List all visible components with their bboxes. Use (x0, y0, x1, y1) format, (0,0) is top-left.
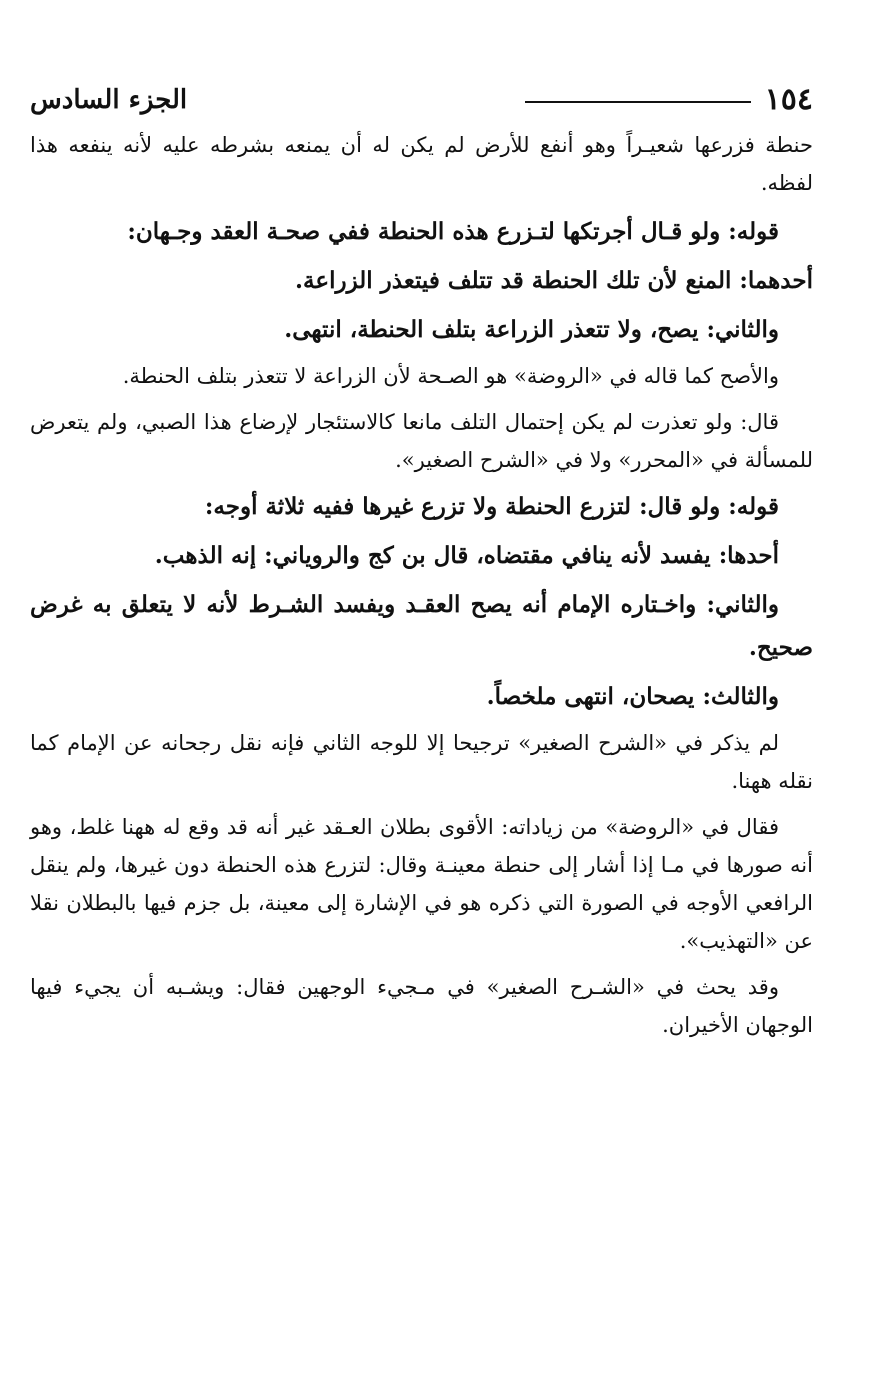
commentary-paragraph: فقال في «الروضة» من زياداته: الأقوى بطلان العـقد غير أنه قد وقع له ههنا غلط، وهو أنه صورها في مـا إذا أشار إلى حنطة معينـة وقال: لتزرع هذه الحنطة دون غيرها، ولم ينقل الرافعي الأوجه في الصورة التي ذكره هو في الإشارة إلى معينة، بل جزم فيها بالبطلان نقلا عن «التهذيب». (30, 815, 813, 953)
quoted-statement: قوله: ولو قـال أجرتكها لتـزرع هذه الحنطة ففي صحـة العقد وجـهان: (127, 218, 779, 245)
page-header (30, 78, 813, 122)
quoted-statement: والثاني: يصح، ولا تتعذر الزراعة بتلف الحنطة، انتهى. (284, 316, 779, 343)
quoted-statement: أحدهما: المنع لأن تلك الحنطة قد تتلف فيتعذر الزراعة. (295, 267, 813, 294)
quoted-statement: والثالث: يصحان، انتهى ملخصاً. (486, 683, 779, 710)
commentary-paragraph: لم يذكر في «الشرح الصغير» ترجيحا إلا للوجه الثاني فإنه نقل رجحانه عن الإمام كما نقله ههنا. (30, 731, 813, 793)
commentary-paragraph: والأصح كما قاله في «الروضة» هو الصـحة لأن الزراعة لا تتعذر بتلف الحنطة. (122, 364, 779, 388)
page-number: ١٥٤ (764, 82, 813, 117)
running-title: الجزء السادس (30, 85, 188, 115)
paragraph-continuation: حنطة فزرعها شعيـراً وهو أنفع للأرض لم يكن له أن يمنعه بشرطه عليه لأنه ينفعه هذا لفظه. (30, 133, 814, 195)
commentary-paragraph: قال: ولو تعذرت لم يكن إحتمال التلف مانعا كالاستئجار لإرضاع هذا الصبي، ولم يتعرض للمسألة في «المحرر» ولا في «الشرح الصغير». (30, 410, 813, 472)
commentary-paragraph: وقد يحث في «الشـرح الصغير» في مـجيء الوجهين فقال: ويشـبه أن يجيء فيها الوجهان الأخيران. (30, 975, 813, 1037)
book-page (30, 78, 813, 1050)
body-text (30, 126, 813, 1044)
quoted-statement: والثاني: واخـتاره الإمام أنه يصح العقـد ويفسد الشـرط لأنه لا يتعلق به غرض صحيح. (30, 591, 813, 661)
quoted-statement: قوله: ولو قال: لتزرع الحنطة ولا تزرع غيرها ففيه ثلاثة أوجه: (204, 493, 779, 520)
header-rule (525, 101, 751, 103)
quoted-statement: أحدها: يفسد لأنه ينافي مقتضاه، قال بن كج والروياني: إنه الذهب. (154, 542, 779, 569)
